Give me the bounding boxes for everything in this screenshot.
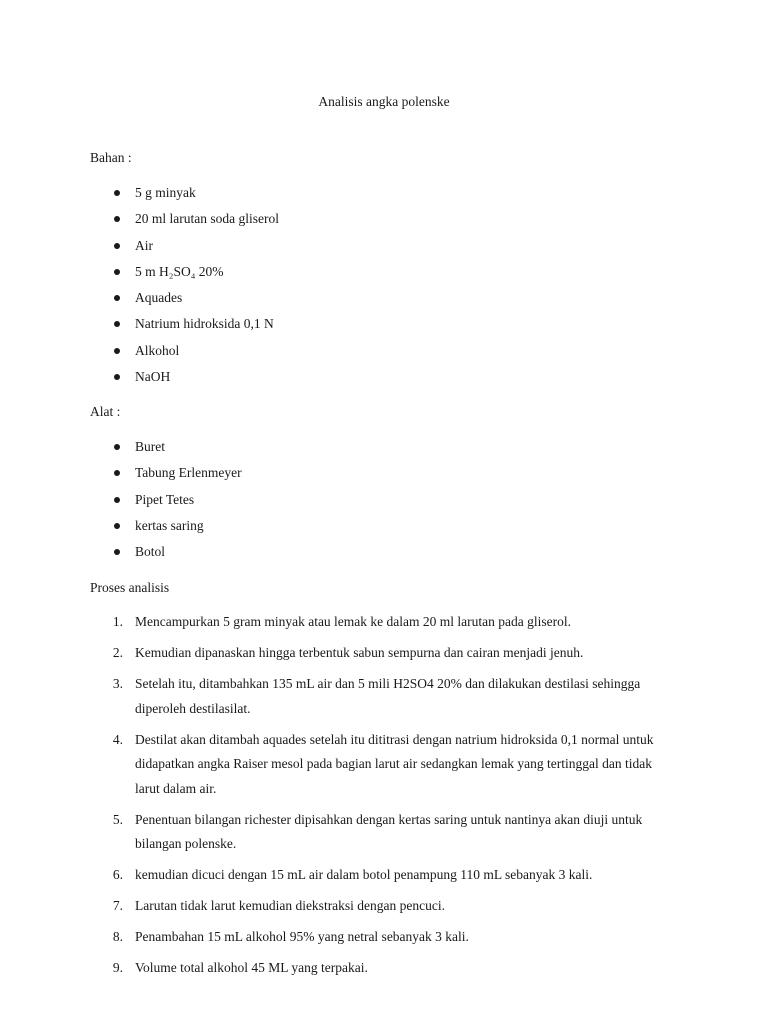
step-item xyxy=(0,808,768,857)
step-item xyxy=(0,894,768,919)
list-item xyxy=(0,368,768,394)
bullet-icon xyxy=(114,470,120,476)
step-text: Destilat akan ditambah aquades setelah itu dititrasi dengan natrium hidroksida 0,1 normal untuk didapatkan angka Raiser mesol pada bagian larut air sedangkan lemak yang tertinggal dan tidak larut dalam air. xyxy=(135,731,654,796)
step-text: kemudian dicuci dengan 15 mL air dalam botol penampung 110 mL sebanyak 3 kali. xyxy=(135,867,593,882)
bullet-icon xyxy=(114,497,120,503)
list-item xyxy=(0,237,768,263)
list-item-text: 5 m H₂SO₄ 20% xyxy=(135,263,224,279)
list-item xyxy=(0,491,768,517)
list-item xyxy=(0,342,768,368)
step-item xyxy=(0,728,768,802)
list-item-text: Botol xyxy=(135,544,166,560)
bullet-icon xyxy=(114,243,120,249)
bullet-icon xyxy=(114,321,120,327)
step-number: 4. xyxy=(112,731,123,747)
step-number: 7. xyxy=(112,898,123,913)
step-item xyxy=(0,925,768,950)
bullet-icon xyxy=(114,295,120,301)
bullet-icon xyxy=(114,216,120,222)
step-item xyxy=(0,610,768,635)
list-item-text: NaOH xyxy=(135,369,171,385)
list-item xyxy=(0,210,768,236)
list-item xyxy=(0,289,768,315)
step-text: Penentuan bilangan richester dipisahkan dengan kertas saring untuk nantinya akan diuji untuk bilangan polenske. xyxy=(135,811,643,851)
list-item-text: Alkohol xyxy=(135,342,180,358)
list-item-text: 20 ml larutan soda gliserol xyxy=(135,211,279,227)
step-number: 8. xyxy=(112,929,123,944)
bahan-heading: Bahan : xyxy=(90,150,132,165)
list-item-text: Pipet Tetes xyxy=(135,491,195,507)
step-text: Mencampurkan 5 gram minyak atau lemak ke dalam 20 ml larutan pada gliserol. xyxy=(135,614,571,629)
list-item-text: Natrium hidroksida 0,1 N xyxy=(135,316,274,332)
step-number: 1. xyxy=(112,614,123,629)
list-item-text: kertas saring xyxy=(135,517,204,533)
bahan-list xyxy=(0,184,768,394)
bullet-icon xyxy=(114,269,120,275)
bullet-icon xyxy=(114,523,120,529)
bullet-icon xyxy=(114,190,120,196)
list-item-text: 5 g minyak xyxy=(135,185,196,200)
alat-heading: Alat : xyxy=(90,404,121,419)
list-item xyxy=(0,464,768,490)
step-item xyxy=(0,672,768,721)
step-number: 6. xyxy=(112,867,123,882)
alat-list xyxy=(0,438,768,569)
list-item xyxy=(0,438,768,464)
document-title: Analisis angka polenske xyxy=(318,94,450,109)
bullet-icon xyxy=(114,374,120,380)
list-item-text: Buret xyxy=(135,439,165,454)
bullet-icon xyxy=(114,549,120,555)
step-text: Kemudian dipanaskan hingga terbentuk sabun sempurna dan cairan menjadi jenuh. xyxy=(135,645,584,660)
list-item xyxy=(0,543,768,569)
step-text: Setelah itu, ditambahkan 135 mL air dan 5 mili H2SO4 20% dan dilakukan destilasi sehingga diperoleh destilasilat. xyxy=(135,676,641,716)
step-text: Larutan tidak larut kemudian diekstraksi dengan pencuci. xyxy=(135,898,446,913)
proses-steps-list xyxy=(0,610,768,987)
step-item xyxy=(0,956,768,981)
step-item xyxy=(0,863,768,888)
bullet-icon xyxy=(114,444,120,450)
list-item xyxy=(0,517,768,543)
list-item xyxy=(0,184,768,210)
list-item-text: Air xyxy=(135,237,153,253)
step-text: Penambahan 15 mL alkohol 95% yang netral sebanyak 3 kali. xyxy=(135,929,469,944)
step-item xyxy=(0,641,768,666)
list-item-text: Aquades xyxy=(135,290,183,306)
step-number: 2. xyxy=(112,645,123,660)
step-number: 9. xyxy=(112,960,123,975)
bullet-icon xyxy=(114,348,120,354)
list-item xyxy=(0,263,768,289)
step-number: 3. xyxy=(112,676,123,691)
list-item xyxy=(0,315,768,341)
proses-heading: Proses analisis xyxy=(90,580,170,595)
list-item-text: Tabung Erlenmeyer xyxy=(135,465,242,481)
step-number: 5. xyxy=(112,811,123,827)
step-text: Volume total alkohol 45 ML yang terpakai. xyxy=(135,960,368,975)
